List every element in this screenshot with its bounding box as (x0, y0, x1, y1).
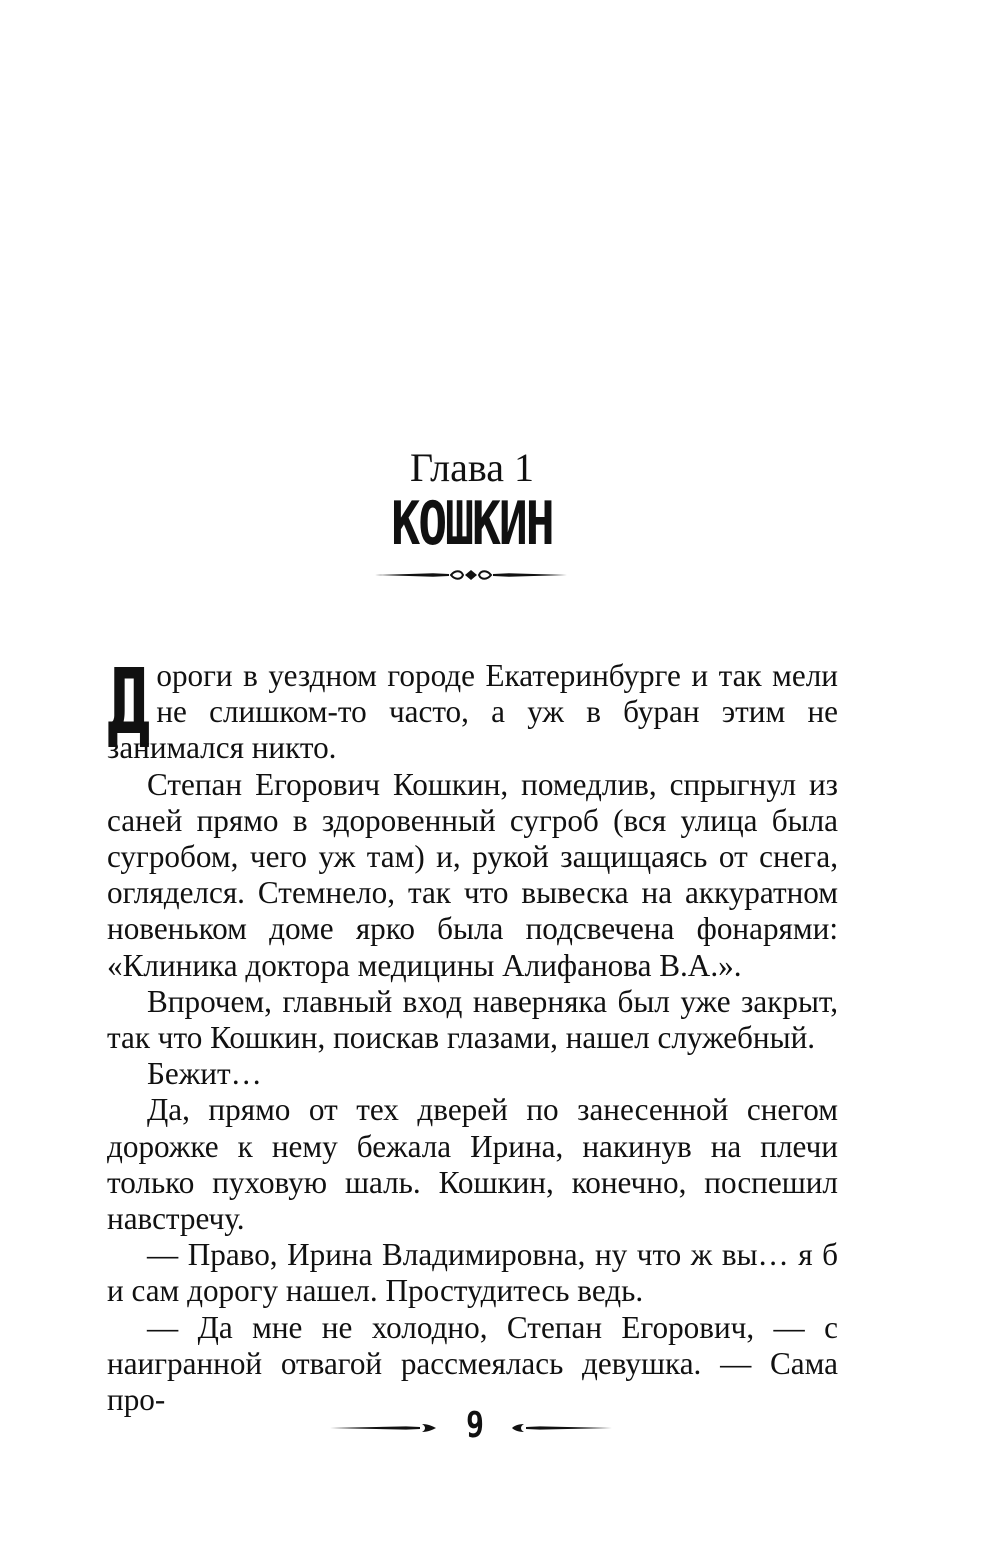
chapter-title: КОШКИН (391, 489, 553, 559)
paragraph: — Да мне не холодно, Степан Егорович, — с наигранной отвагой рассмеялась девушка. — Сама про- (107, 1309, 838, 1418)
drop-cap: Д (107, 649, 151, 754)
paragraph: Да, прямо от тех дверей по занесенной снегом дорожке к нему бежала Ирина, накинув на плечи только пуховую шаль. Кошкин, конечно, поспешил навстречу. (107, 1092, 838, 1237)
body-text (107, 649, 838, 1418)
right-flourish-icon (510, 1420, 614, 1436)
paragraph: Впрочем, главный вход наверняка был уже закрыт, так что Кошкин, поискав глазами, нашел служебный. (107, 983, 838, 1056)
paragraph-text: ороги в уездном городе Екатеринбурге и так мели не слишком-то часто, а уж в буран этим не занимался никто. (107, 658, 838, 766)
page-number: 9 (465, 1404, 485, 1447)
left-flourish-icon (328, 1420, 440, 1436)
page-footer (320, 1404, 620, 1449)
paragraph: Бежит… (147, 1056, 262, 1092)
paragraph: — Право, Ирина Владимировна, ну что ж вы… я б и сам дорогу нашел. Простудитесь ведь. (107, 1237, 838, 1309)
scroll-ornament-icon (373, 566, 569, 584)
chapter-label: Глава 1 (410, 445, 534, 490)
paragraph (107, 649, 838, 767)
paragraph: Степан Егорович Кошкин, помедлив, спрыгнул из саней прямо в здоровенный сугроб (вся улица была сугробом, чего уж там) и, рукой защищаясь от снега, огляделся. Стемнело, так что вывеска на аккуратном новеньком доме ярко была подсвечена фонарями: «Клиника доктора медицины Алифанова В.А.». (107, 766, 838, 983)
